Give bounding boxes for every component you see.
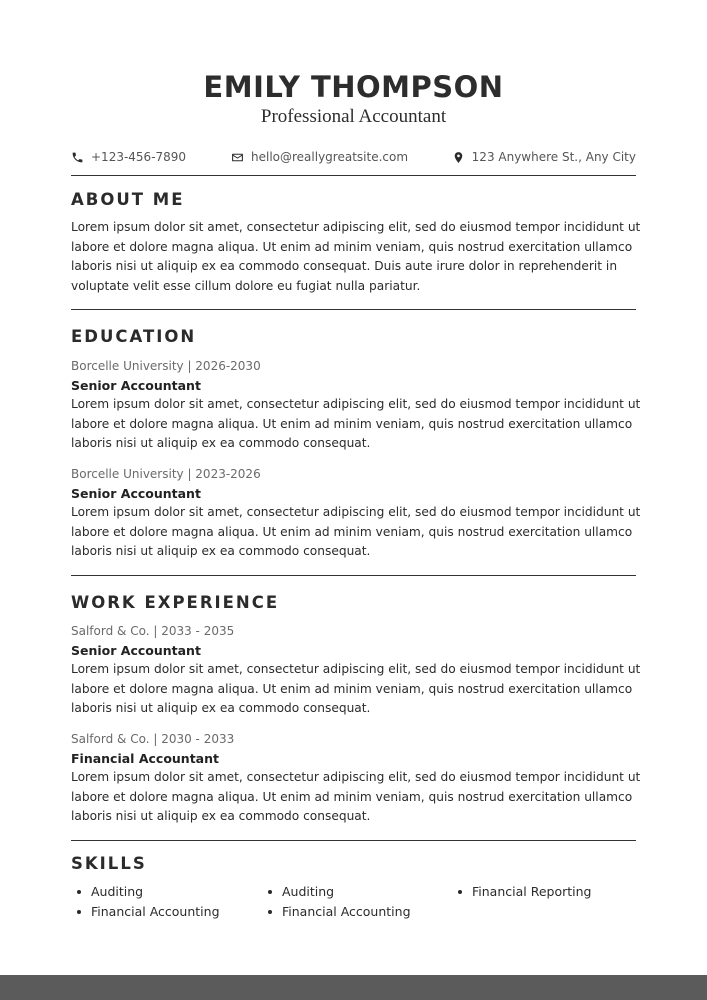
phone-icon (71, 151, 84, 164)
entry-meta: Salford & Co. | 2033 - 2035 (71, 624, 235, 638)
skill-item: Financial Reporting (452, 883, 591, 903)
entry-description: Lorem ipsum dolor sit amet, consectetur adipiscing elit, sed do eiusmod tempor incididunt ut labore et dolore magna aliqua. Ut enim ad minim veniam, quis nostrud exercitation ullamco laboris nisi ut aliquip ex ea commodo consequat. (71, 662, 641, 715)
skills-column (452, 883, 591, 903)
skill-item: Auditing (262, 883, 411, 903)
mail-icon (231, 151, 244, 164)
footer-bar (0, 975, 707, 1000)
entry-position: Senior Accountant (71, 378, 201, 393)
entry-meta: Salford & Co. | 2030 - 2033 (71, 732, 235, 746)
divider (71, 575, 636, 576)
divider (71, 175, 636, 176)
contact-email (231, 150, 408, 164)
email-text[interactable]: hello@reallygreatsite.com (251, 150, 409, 164)
skill-item: Auditing (71, 883, 220, 903)
skills-heading: SKILLS (71, 854, 147, 873)
education-heading: EDUCATION (71, 327, 197, 346)
work-heading: WORK EXPERIENCE (71, 593, 280, 612)
candidate-name: EMILY THOMPSON (203, 70, 504, 104)
skill-item: Financial Accounting (71, 903, 220, 923)
contact-phone (71, 150, 186, 164)
skill-item: Financial Accounting (262, 903, 411, 923)
entry-description: Lorem ipsum dolor sit amet, consectetur adipiscing elit, sed do eiusmod tempor incididunt ut labore et dolore magna aliqua. Ut enim ad minim veniam, quis nostrud exercitation ullamco laboris nisi ut aliquip ex ea commodo consequat. (71, 770, 641, 823)
entry-position: Financial Accountant (71, 751, 219, 766)
contact-bar (71, 150, 636, 170)
about-text: Lorem ipsum dolor sit amet, consectetur adipiscing elit, sed do eiusmod tempor incididunt ut labore et dolore magna aliqua. Ut enim ad minim veniam, quis nostrud exercitation ullamco laboris nisi ut aliquip ex ea commodo consequat. Duis aute irure dolor in reprehenderit in voluptate velit esse cillum dolore eu fugiat nulla pariatur. (71, 220, 641, 293)
about-heading: ABOUT ME (71, 190, 185, 209)
address-text: 123 Anywhere St., Any City (471, 150, 636, 164)
entry-description: Lorem ipsum dolor sit amet, consectetur adipiscing elit, sed do eiusmod tempor incididunt ut labore et dolore magna aliqua. Ut enim ad minim veniam, quis nostrud exercitation ullamco laboris nisi ut aliquip ex ea commodo consequat. (71, 397, 641, 450)
divider (71, 309, 636, 310)
skills-column (71, 883, 220, 923)
entry-position: Senior Accountant (71, 643, 201, 658)
candidate-role: Professional Accountant (260, 106, 447, 127)
skills-column (262, 883, 411, 923)
entry-description: Lorem ipsum dolor sit amet, consectetur adipiscing elit, sed do eiusmod tempor incididunt ut labore et dolore magna aliqua. Ut enim ad minim veniam, quis nostrud exercitation ullamco laboris nisi ut aliquip ex ea commodo consequat. (71, 505, 641, 558)
location-pin-icon (452, 151, 465, 164)
entry-position: Senior Accountant (71, 486, 201, 501)
phone-text[interactable]: +123-456-7890 (91, 150, 187, 164)
entry-meta: Borcelle University | 2023-2026 (71, 467, 261, 481)
divider (71, 840, 636, 841)
contact-address (452, 150, 636, 164)
entry-meta: Borcelle University | 2026-2030 (71, 359, 261, 373)
